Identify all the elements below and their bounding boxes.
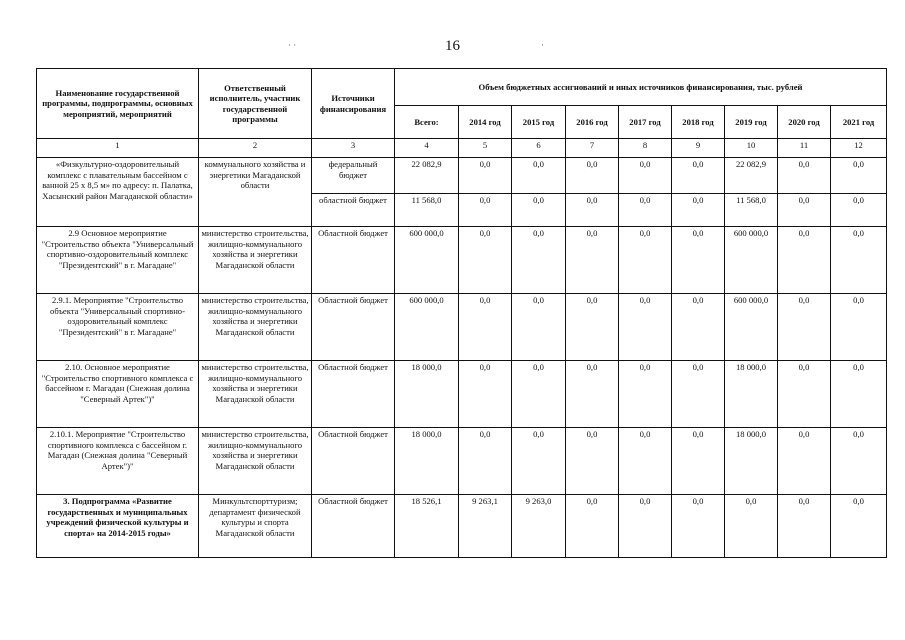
row-responsible: коммунального хозяйства и энергетики Магаданской области — [199, 158, 312, 227]
header-year: 2016 год — [566, 106, 619, 139]
value-2019: 0,0 — [725, 495, 778, 558]
header-year: 2014 год — [459, 106, 512, 139]
value-2016: 0,0 — [566, 428, 619, 495]
header-year: 2015 год — [512, 106, 566, 139]
row-responsible: министерство строительства, жилищно-коммунального хозяйства и энергетики Магаданской области — [199, 361, 312, 428]
row-name: 2.9.1. Мероприятие "Строительство объекта "Универсальный спортивно-оздоровительный комплекс "Президентский" в г. Магадане" — [37, 294, 199, 361]
row-source: Областной бюджет — [312, 361, 395, 428]
value-total: 600 000,0 — [395, 227, 459, 294]
value-2019: 600 000,0 — [725, 294, 778, 361]
header-year: 2021 год — [831, 106, 887, 139]
value-2021: 0,0 — [831, 194, 887, 227]
header-row — [37, 69, 887, 106]
header-responsible: Ответственный исполнитель, участник государственной программы — [199, 69, 312, 139]
header-year: 2018 год — [672, 106, 725, 139]
value-2015: 0,0 — [512, 227, 566, 294]
column-index-row — [37, 139, 887, 158]
value-2014: 0,0 — [459, 158, 512, 194]
column-index: 1 — [37, 139, 199, 158]
column-index: 7 — [566, 139, 619, 158]
column-index: 4 — [395, 139, 459, 158]
value-2015: 0,0 — [512, 428, 566, 495]
header-year: 2019 год — [725, 106, 778, 139]
value-2016: 0,0 — [566, 495, 619, 558]
value-2019: 18 000,0 — [725, 428, 778, 495]
value-2017: 0,0 — [619, 361, 672, 428]
value-2014: 0,0 — [459, 194, 512, 227]
header-name: Наименование государственной программы, подпрограммы, основных мероприятий, мероприятий — [37, 69, 199, 139]
value-2020: 0,0 — [778, 428, 831, 495]
value-2018: 0,0 — [672, 361, 725, 428]
value-2016: 0,0 — [566, 294, 619, 361]
table-row — [37, 361, 887, 428]
value-2021: 0,0 — [831, 294, 887, 361]
value-2021: 0,0 — [831, 158, 887, 194]
value-total: 22 082,9 — [395, 158, 459, 194]
value-2017: 0,0 — [619, 495, 672, 558]
value-2015: 0,0 — [512, 158, 566, 194]
value-2020: 0,0 — [778, 158, 831, 194]
value-2018: 0,0 — [672, 428, 725, 495]
value-2018: 0,0 — [672, 227, 725, 294]
value-2017: 0,0 — [619, 158, 672, 194]
column-index: 11 — [778, 139, 831, 158]
row-source: Областной бюджет — [312, 227, 395, 294]
value-2016: 0,0 — [566, 361, 619, 428]
value-2021: 0,0 — [831, 361, 887, 428]
value-2016: 0,0 — [566, 227, 619, 294]
row-responsible: министерство строительства, жилищно-коммунального хозяйства и энергетики Магаданской области — [199, 294, 312, 361]
value-2016: 0,0 — [566, 194, 619, 227]
header-volume: Объем бюджетных ассигнований и иных источников финансирования, тыс. рублей — [395, 69, 887, 106]
value-2018: 0,0 — [672, 294, 725, 361]
value-2017: 0,0 — [619, 227, 672, 294]
page-number: 16 — [445, 38, 460, 54]
value-total: 18 526,1 — [395, 495, 459, 558]
header-year: 2017 год — [619, 106, 672, 139]
row-source: Областной бюджет — [312, 294, 395, 361]
value-2015: 0,0 — [512, 361, 566, 428]
value-2019: 18 000,0 — [725, 361, 778, 428]
value-2017: 0,0 — [619, 194, 672, 227]
value-total: 18 000,0 — [395, 428, 459, 495]
value-2017: 0,0 — [619, 428, 672, 495]
value-2016: 0,0 — [566, 158, 619, 194]
column-index: 3 — [312, 139, 395, 158]
value-2014: 0,0 — [459, 227, 512, 294]
value-2018: 0,0 — [672, 495, 725, 558]
row-name: 2.10. Основное мероприятие "Строительство спортивного комплекса с бассейном г. Магадан (Снежная долина "Северный Артек")" — [37, 361, 199, 428]
row-source: областной бюджет — [312, 194, 395, 227]
table-row — [37, 294, 887, 361]
value-2015: 0,0 — [512, 194, 566, 227]
table-row — [37, 428, 887, 495]
row-source: Областной бюджет — [312, 428, 395, 495]
column-index: 9 — [672, 139, 725, 158]
value-2014: 0,0 — [459, 428, 512, 495]
value-2015: 0,0 — [512, 294, 566, 361]
value-2020: 0,0 — [778, 294, 831, 361]
column-index: 2 — [199, 139, 312, 158]
column-index: 8 — [619, 139, 672, 158]
header-source: Источники финансирования — [312, 69, 395, 139]
column-index: 12 — [831, 139, 887, 158]
row-name: 2.9 Основное мероприятие "Строительство объекта "Универсальный спортивно-оздоровительный комплекс "Президентский" в г. Магадане" — [37, 227, 199, 294]
value-2014: 9 263,1 — [459, 495, 512, 558]
scan-speck: · — [541, 40, 544, 50]
value-2020: 0,0 — [778, 495, 831, 558]
column-index: 10 — [725, 139, 778, 158]
value-2020: 0,0 — [778, 194, 831, 227]
value-total: 600 000,0 — [395, 294, 459, 361]
value-2014: 0,0 — [459, 361, 512, 428]
row-name: «Физкультурно-оздоровительный комплекс с плавательным бассейном с ванной 25 х 8,5 м» по адресу: п. Палатка, Хасынский район Магаданской области» — [37, 158, 199, 227]
header-year: 2020 год — [778, 106, 831, 139]
value-2019: 600 000,0 — [725, 227, 778, 294]
value-2021: 0,0 — [831, 428, 887, 495]
row-name: 2.10.1. Мероприятие "Строительство спортивного комплекса с бассейном г. Магадан (Снежная долина "Северный Артек")" — [37, 428, 199, 495]
value-2018: 0,0 — [672, 158, 725, 194]
value-2015: 9 263,0 — [512, 495, 566, 558]
value-2019: 22 082,9 — [725, 158, 778, 194]
column-index: 6 — [512, 139, 566, 158]
value-2014: 0,0 — [459, 294, 512, 361]
budget-table — [36, 68, 887, 558]
value-total: 11 568,0 — [395, 194, 459, 227]
value-2019: 11 568,0 — [725, 194, 778, 227]
row-source: Областной бюджет — [312, 495, 395, 558]
table-row — [37, 227, 887, 294]
value-total: 18 000,0 — [395, 361, 459, 428]
column-index: 5 — [459, 139, 512, 158]
value-2018: 0,0 — [672, 194, 725, 227]
value-2021: 0,0 — [831, 495, 887, 558]
row-responsible: Минкультспорттуризм; департамент физической культуры и спорта Магаданской области — [199, 495, 312, 558]
scan-speck: · · — [288, 40, 297, 50]
table-row — [37, 158, 887, 194]
value-2020: 0,0 — [778, 361, 831, 428]
row-name: 3. Подпрограмма «Развитие государственных и муниципальных учреждений физической культуры и спорта» на 2014-2015 годы» — [37, 495, 199, 558]
table-row — [37, 495, 887, 558]
value-2020: 0,0 — [778, 227, 831, 294]
row-responsible: министерство строительства, жилищно-коммунального хозяйства и энергетики Магаданской области — [199, 428, 312, 495]
header-total: Всего: — [395, 106, 459, 139]
row-responsible: министерство строительства, жилищно-коммунального хозяйства и энергетики Магаданской области — [199, 227, 312, 294]
value-2021: 0,0 — [831, 227, 887, 294]
value-2017: 0,0 — [619, 294, 672, 361]
row-source: федеральный бюджет — [312, 158, 395, 194]
